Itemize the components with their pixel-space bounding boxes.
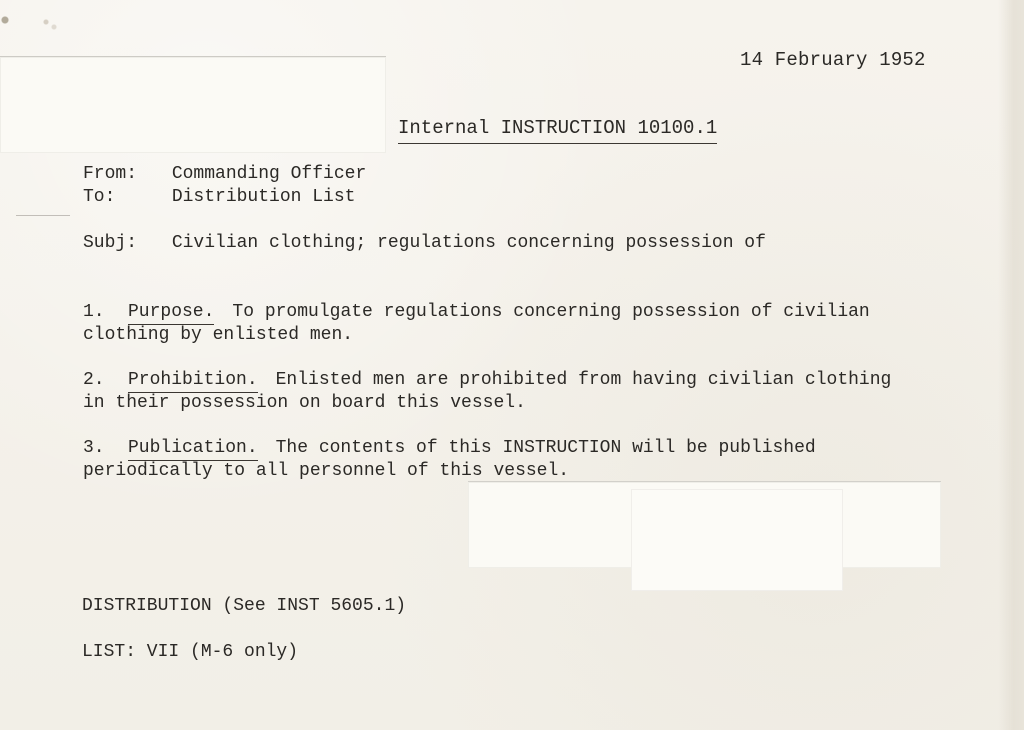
to-label: To: — [83, 187, 116, 207]
paragraph-2-body: Enlisted men are prohibited from having civilian clothing in their possession on board this vessel. — [83, 370, 892, 413]
paragraph-1 — [83, 278, 943, 347]
redacted-area-top — [0, 56, 386, 153]
document-date: 14 February 1952 — [740, 49, 926, 71]
redacted-area-bottom-inner — [631, 489, 843, 591]
from-value: Commanding Officer — [171, 164, 367, 184]
paragraph-1-title: Purpose. — [128, 302, 215, 322]
distribution-line-1: DISTRIBUTION (See INST 5605.1) — [82, 596, 407, 616]
instruction-title: Internal INSTRUCTION 10100.1 — [398, 117, 718, 139]
to-row — [83, 188, 355, 206]
paper-smudge — [0, 10, 60, 34]
paragraph-2-number: 2. — [83, 370, 105, 390]
paragraph-3-body: The contents of this INSTRUCTION will be published periodically to all personnel of this vessel. — [83, 438, 816, 481]
paper-edge — [998, 0, 1024, 730]
paragraph-3-title: Publication. — [128, 438, 258, 458]
subject-value: Civilian clothing; regulations concerning possession of — [171, 233, 766, 253]
paragraph-1-number: 1. — [83, 302, 105, 322]
paragraph-2-title: Prohibition. — [128, 370, 258, 390]
paragraph-2 — [83, 346, 943, 415]
subject-row — [83, 234, 766, 252]
paragraph-1-body: To promulgate regulations concerning possession of civilian clothing by enlisted men. — [83, 302, 870, 345]
left-margin-line — [16, 215, 70, 216]
distribution-block — [82, 572, 406, 687]
from-label: From: — [83, 164, 138, 184]
subject-label: Subj: — [83, 233, 138, 253]
to-value: Distribution List — [171, 187, 356, 207]
from-row — [83, 165, 366, 183]
distribution-line-2: LIST: VII (M-6 only) — [82, 642, 299, 662]
paragraph-3 — [83, 414, 943, 483]
paragraph-3-number: 3. — [83, 438, 105, 458]
